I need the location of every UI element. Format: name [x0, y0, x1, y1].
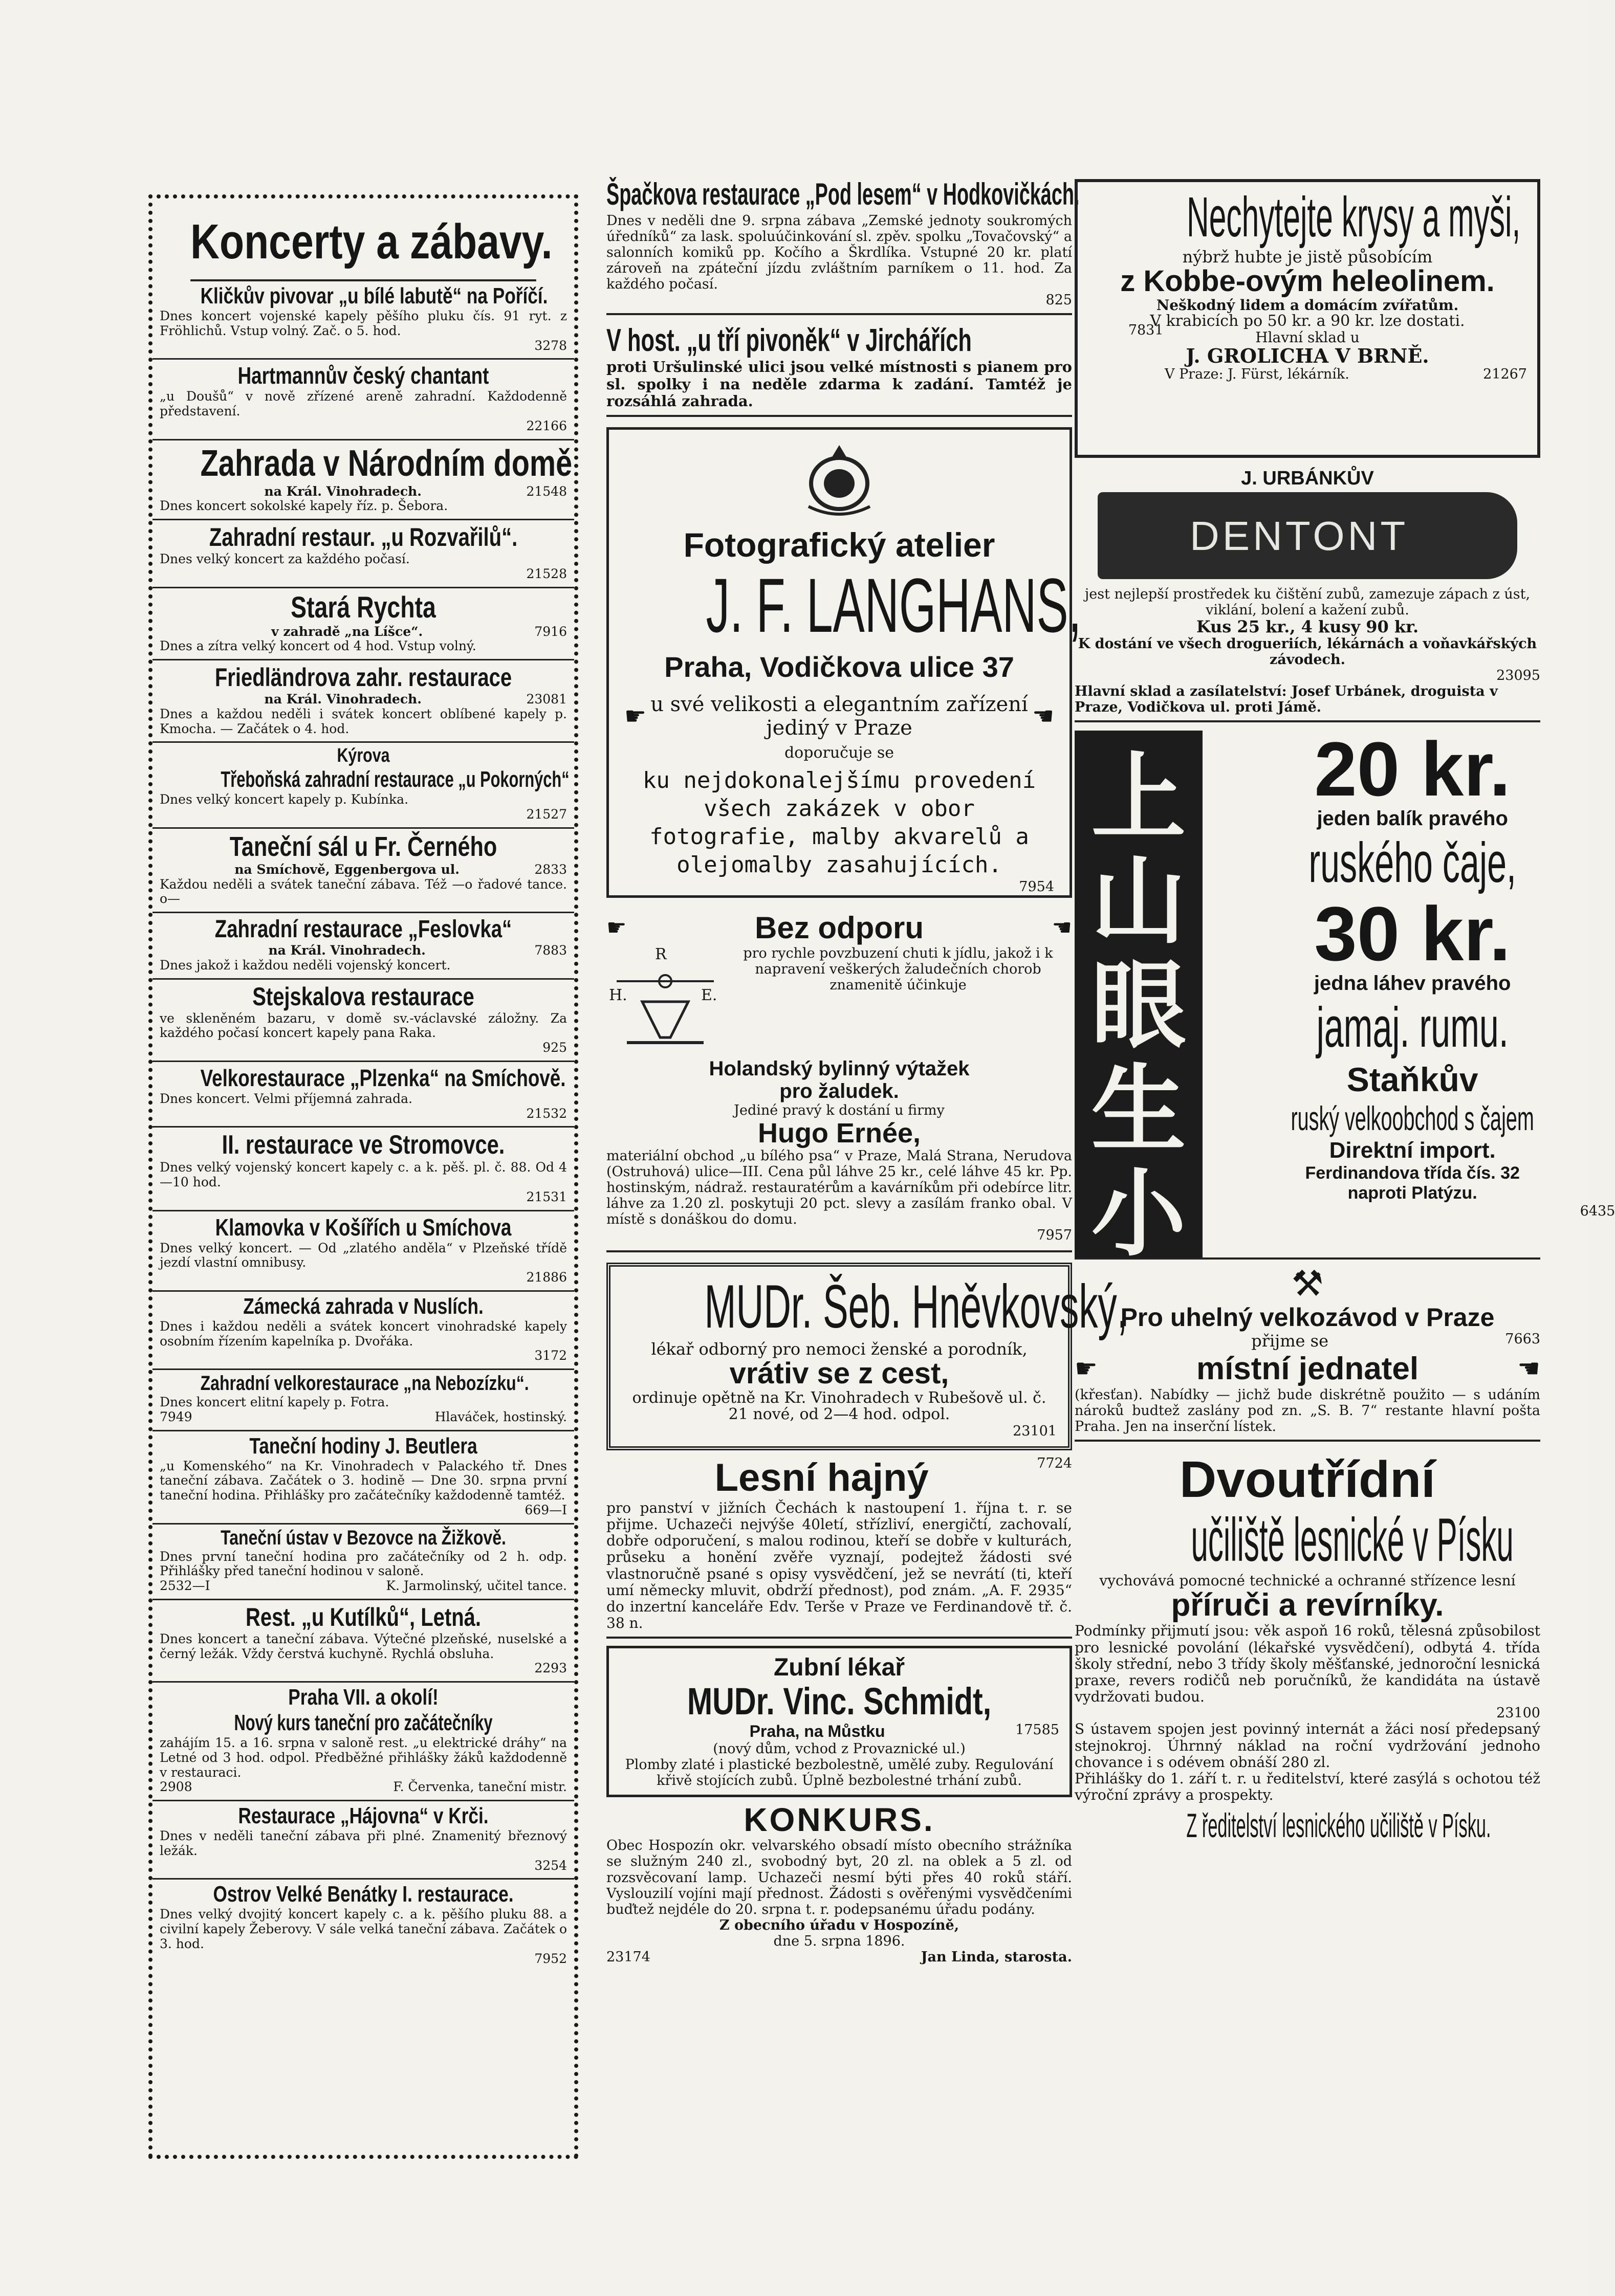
concert-entry — [152, 281, 574, 360]
kanji-5: 小 — [1091, 1158, 1186, 1269]
caj-p2: 30 kr. — [1314, 890, 1511, 977]
concert-entry — [152, 520, 574, 588]
uhelny-l1: Pro uhelný velkozávod v Praze — [1120, 1302, 1495, 1332]
entry-sub: na Smíchově, Eggenbergova ul. — [234, 862, 460, 877]
lesni-l4: příruči a revírníky. — [1171, 1587, 1444, 1623]
dentont-num: 23095 — [1496, 667, 1540, 683]
hnevkovsky-l1: lékař odborný pro nemoci ženské a porodník, — [651, 1339, 1028, 1359]
pointing-hand-icon-5: ☛ — [1075, 1354, 1098, 1383]
hnevkovsky-title: MUDr. Šeb. Hněvkovský, — [704, 1272, 1128, 1341]
krysy-l3: Neškodný lidem a domácím zvířatům. — [1156, 296, 1459, 314]
entry-num: 21548 — [526, 483, 567, 499]
entry-num: 7952 — [534, 1951, 567, 1966]
entry-num: 7949 — [160, 1409, 192, 1424]
entry-num: 7883 — [534, 943, 567, 958]
odporu-prod2: pro žaludek. — [779, 1079, 899, 1102]
kanji-3: 眼 — [1091, 950, 1186, 1061]
odporu-name: Hugo Ernée, — [757, 1117, 921, 1149]
odporu-title: Bez odporu — [755, 911, 924, 945]
entry-title: Taneční hodiny J. Beutlera — [249, 1433, 477, 1459]
caj-ad — [1075, 722, 1615, 1269]
hajny-ad — [606, 1450, 1072, 1639]
concert-entry — [152, 1801, 574, 1880]
entry-num: 2293 — [534, 1661, 567, 1676]
entry-body: Dnes a zítra velký koncert od 4 hod. Vstup volný. — [160, 638, 476, 654]
entry-body: ve skleněném bazaru, v domě sv.-václavské záložny. Za každého počasí koncert kapely pana Raka. — [160, 1010, 567, 1041]
caj-l2: ruského čaje, — [1308, 831, 1517, 894]
krysy-num: 21267 — [1483, 366, 1527, 382]
krysy-l4: V krabicích po 50 kr. a 90 kr. lze dostati. — [1150, 312, 1465, 330]
concert-entry — [152, 440, 574, 521]
pointing-hand-icon-4: ☚ — [1052, 915, 1072, 941]
entry-title: Zahradní restaurace „Feslovka“ — [214, 916, 512, 943]
entry-body: Dnes a každou neděli i svátek koncert oblíbené kapely p. Kmocha. — Začátek o 4. hod. — [160, 706, 567, 736]
entry-title: Zahradní restaur. „u Rozvařilů“. — [209, 523, 518, 551]
caj-num: 6435 — [1580, 1203, 1615, 1219]
odporu-firm: Jediné pravý k dostání u firmy — [734, 1102, 945, 1118]
entry-body: Dnes první taneční hodina pro začátečníky od 2 h. odp. Přihlášky před taneční hodinou v saloně. — [160, 1549, 567, 1579]
entry-title: Zahradní velkorestaurace „na Nebozízku“. — [200, 1372, 529, 1395]
hajny-title: Lesní hajný — [714, 1455, 929, 1499]
konkurs-sign: Jan Linda, starosta. — [921, 1949, 1072, 1965]
entry-sign: Hlaváček, hostinský. — [434, 1409, 567, 1424]
concert-entry — [152, 980, 574, 1062]
pointing-hand-icon: ☛ — [624, 702, 647, 731]
hajny-body: pro panství v jižních Čechách k nastoupení 1. října t. r. se přijme. Uchazeči nejvýše 40letí, střízliví, energičtí, zachovalí, dobře odporučení, s malou rodinou, kteří se dobře v kulturách, průseku a honění zvěře vyznají, podejtež žádosti své vlastnoručně psané s opisy vysvědčení, jež se nevrátí (ti, kteří umí německy mluvit, obdrží přednost), pod znám. „A. F. 2935“ do inzertní kanceláře Edv. Terše v Praze ve Ferdinandově tř. č. 38 n. — [606, 1499, 1072, 1632]
entry-num: 3278 — [534, 338, 567, 353]
concert-entry — [152, 1128, 574, 1211]
column-2 — [606, 176, 1164, 2172]
entry-num: 21527 — [526, 807, 567, 822]
entry-body: Dnes i každou neděli a svátek koncert vinohradské kapely osobním řízením kapelníka p. Dvořáka. — [160, 1318, 567, 1349]
dentont-l3: Hlavní sklad a zasílatelství: Josef Urbánek, droguista v Praze, Vodičkova ul. proti Jámě. — [1075, 683, 1498, 715]
entry-body: Dnes velký koncert za každého počasí. — [160, 551, 410, 566]
entry-title: Hartmannův český chantant — [237, 362, 489, 389]
entry-body: „u Doušů“ v nově zřízené areně zahradní. Každodenně představení. — [160, 389, 567, 418]
entry-title: II. restaurace ve Stromovce. — [222, 1130, 505, 1160]
entry-title: Velkorestaurace „Plzenka“ na Smíchově. — [200, 1064, 566, 1091]
konkurs-l3: dne 5. srpna 1896. — [773, 1933, 905, 1949]
dentont-body: jest nejlepší prostředek ku čištění zubů, zamezuje zápach z úst, viklání, bolení a kažení zubů. — [1084, 586, 1531, 619]
schmidt-l3: Praha, na Můstku — [749, 1722, 885, 1741]
crest-icon — [798, 440, 880, 517]
entry-sub: na Král. Vinohradech. — [264, 692, 422, 707]
concert-entry — [152, 1600, 574, 1683]
spackova-body: Dnes v neděli dne 9. srpna zábava „Zemské jednoty soukromých úředníků“ za lask. spoluúčinkování sl. zpěv. spolku „Tovačovský“ a salonních komiků pp. Kočího a Škrdlíka. Vstupné 20 kr. platí zároveň na zpáteční jízdu zvláštním parníkem o 11. hod. Za každého počasí. — [606, 213, 1072, 293]
entry-title: Zámecká zahrada v Nuslích. — [243, 1293, 484, 1319]
odporu-body2: materiální obchod „u bílého psa“ v Praze, Malá Strana, Nerudova (Ostruhová) ulice—III. Cena půl láhve 25 kr., celé láhve 45 kr. Pp. hostinským, nádraž. restauratérům a kavárníkům při odebírce litr. láhve za 1.20 zl. poskytuji 20 pct. slevy a zasílám franko obal. V místě s donáškou do domu. — [606, 1148, 1072, 1228]
schmidt-l5: Plomby zlaté i plastické bezbolestně, umělé zuby. Regulování křivě stojících zubů. Úplně bezbolestné trhání zubů. — [625, 1757, 1054, 1789]
langhans-l2: J. F. LANGHANS, — [706, 562, 1082, 648]
konkurs-num: 23174 — [606, 1949, 650, 1965]
emblem-letter-h: H. — [609, 986, 627, 1005]
entry-num: 2908 — [160, 1779, 192, 1795]
dentont-body2: K dostání ve všech drogueriích, lékárnách a voňavkářských závodech. — [1078, 635, 1537, 668]
lesni-body2: S ústavem spojen jest povinný internát a žáci nosí předepsaný stejnokroj. Úhrnný náklad na roční vydržování jednoho chovance i s odévem obnáší 280 zl. — [1075, 1720, 1540, 1771]
pivonek-ad — [606, 315, 1164, 417]
entry-num: 925 — [542, 1040, 567, 1055]
concert-entry — [152, 743, 574, 829]
entry-body: Dnes koncert vojenské kapely pěšího pluku čís. 91 ryt. z Fröhlichů. Vstup volný. Zač. o 5. hod. — [160, 308, 567, 338]
caj-l9: naproti Platýzu. — [1347, 1183, 1477, 1203]
konkurs-ad — [606, 1797, 1072, 1970]
concert-entry — [152, 829, 574, 913]
pivonek-body: proti Uršulinské ulici jsou velké místnosti s pianem pro sl. spolky i na neděle zdarma k zadání. Tamtéž je rozsáhlá zahrada. — [606, 358, 1072, 410]
entry-body: Dnes velký dvojitý koncert kapely c. a k. pěšího pluku 88. a civilní kapely Žeberovy. V sále velká taneční zábava. Začátek o 3. hod. — [160, 1907, 567, 1951]
uhelny-ad — [1075, 1260, 1540, 1442]
entry-sub: na Král. Vinohradech. — [264, 483, 422, 499]
entry-title: Stejskalova restaurace — [252, 982, 474, 1011]
krysy-title: Nechytejte krysy a myši, — [1187, 186, 1521, 249]
caj-p1: 20 kr. — [1314, 725, 1511, 812]
hammer-pick-icon: ⚒ — [1291, 1262, 1324, 1305]
lesni-l1: Dvoutřídní — [1180, 1450, 1435, 1508]
column-1-concerts — [148, 194, 578, 2159]
entry-title: Rest. „u Kutílků“, Letná. — [245, 1602, 482, 1631]
concerts-header: Koncerty a zábavy. — [190, 198, 536, 281]
entry-body: Dnes koncert a taneční zábava. Výtečné plzeňské, nuselské a černý ležák. Vždy čerstvá kuchyně. Rychlá obsluha. — [160, 1631, 567, 1661]
krysy-l1: nýbrž hubte je jistě působícím — [1182, 247, 1433, 267]
entry-title: Kýrova — [337, 745, 390, 767]
entry-title-2: Nový kurs taneční pro začátečníky — [234, 1710, 493, 1735]
konkurs-title: KONKURS. — [744, 1801, 935, 1839]
entry-num: 22166 — [526, 418, 567, 433]
entry-body: Každou neděli a svátek taneční zábava. Též —o řadové tance. o— — [160, 876, 567, 907]
entry-body: Dnes velký koncert kapely p. Kubínka. — [160, 792, 409, 807]
langhans-l1: Fotografický atelier — [683, 526, 995, 564]
entry-title: Klamovka v Košířích u Smíchova — [215, 1213, 512, 1241]
entry-title: Stará Rychta — [291, 590, 436, 624]
caj-l6: ruský velkoobchod s čajem — [1291, 1099, 1534, 1137]
herb-emblem — [606, 945, 724, 1058]
entry-sign: K. Jarmolinský, učitel tance. — [386, 1578, 567, 1593]
glass-icon — [606, 945, 724, 1058]
entry-num: 23081 — [526, 692, 567, 707]
langhans-ad — [606, 427, 1082, 898]
concert-entry — [152, 1880, 574, 1971]
lesni-body: Podmínky přijmutí jsou: věk aspoň 16 roků, tělesná způsobilost pro lesnické povolání (lékařské vysvědčení), odbytá 4. třída školy střední, nebo 3 třídy školy měšťanské, jednoroční lesnická praxe, revers rodičů neb poručníků, že kandidáta na ústavě vydržovati budou. — [1075, 1622, 1540, 1706]
entry-sign: F. Červenka, taneční mistr. — [393, 1779, 567, 1795]
concert-entry — [152, 1211, 574, 1292]
dentont-name: DENTONT — [1190, 513, 1409, 559]
lesni-l2: učiliště lesnické v Písku — [1191, 1505, 1514, 1574]
krysy-ad — [1075, 179, 1540, 458]
entry-title: Praha VII. a okolí! — [288, 1685, 439, 1710]
entry-num: 3172 — [534, 1348, 567, 1363]
tea-kanji-panel — [1075, 731, 1203, 1269]
entry-body: Dnes velký koncert. — Od „zlatého anděla“ v Plzeňské třídě jezdí vlastní omnibusy. — [160, 1240, 567, 1270]
entry-num: 3254 — [534, 1858, 567, 1873]
entry-num: 21531 — [526, 1189, 567, 1204]
hnevkovsky-l3: ordinuje opětně na Kr. Vinohradech v Rubešově ul. č. 21 nové, od 2—4 hod. odpol. — [632, 1389, 1046, 1424]
entry-body: Dnes jakož i každou neděli vojenský koncert. — [160, 957, 451, 973]
entry-body: Dnes koncert elitní kapely p. Fotra. — [160, 1395, 389, 1409]
uhelny-num: 7663 — [1505, 1331, 1540, 1347]
hajny-num: 7724 — [1037, 1455, 1072, 1471]
entry-title: Taneční ústav v Bezovce na Žižkově. — [221, 1526, 506, 1549]
entry-title: Ostrov Velké Benátky I. restaurace. — [213, 1882, 514, 1907]
pointing-hand-icon-2: ☚ — [1032, 702, 1054, 731]
langhans-l4: u své velikosti a elegantním zařízení jediný v Praze — [650, 693, 1028, 740]
lesni-num: 23100 — [1496, 1705, 1540, 1721]
entry-num: 2532—I — [160, 1578, 210, 1593]
langhans-num: 7954 — [1019, 879, 1054, 895]
lesni-l3: vychovává pomocné technické a ochranné střízence lesní — [1099, 1572, 1516, 1589]
dentont-price: Kus 25 kr., 4 kusy 90 kr. — [1196, 617, 1419, 637]
caj-l8: Ferdinandova třída čís. 32 — [1305, 1163, 1520, 1183]
entry-body: Dnes v neděli taneční zábava při plné. Znamenitý březnový ležák. — [160, 1828, 567, 1858]
concert-entry — [152, 660, 574, 743]
uhelny-body: (křesťan). Nabídky — jichž bude diskrétně použito — s udáním nároků budtež zaslány pod zn. „S. B. 7“ restante hlavní pošta Praha. Jen na inserční lístek. — [1075, 1386, 1540, 1434]
entry-title: Friedländrova zahr. restaurace — [214, 663, 512, 692]
entry-sub: v zahradě „na Líšce“. — [271, 624, 423, 639]
hnevkovsky-l2: vrátiv se z cest, — [729, 1357, 949, 1390]
emblem-letter-r: R — [655, 945, 667, 964]
pivonek-title: V host. „u tří pivoněk“ v Jirchářích — [606, 323, 972, 359]
concert-entries — [152, 281, 574, 1971]
odporu-ad — [606, 905, 1072, 1252]
concert-entry — [152, 1370, 574, 1431]
entry-title: Taneční sál u Fr. Černého — [229, 831, 497, 862]
entry-body: „u Komenského“ na Kr. Vinohradech v Palackého tř. Dnes taneční zábava. Začátek o 3. hodině — Dne 30. srpna první taneční hodina. Přihlášky pro začátečníky každodenně tamtéž. — [160, 1458, 567, 1503]
pivonek-num: 7831 — [1128, 322, 1164, 339]
entry-num: 669—I — [525, 1502, 567, 1517]
spackova-num: 825 — [1045, 292, 1072, 308]
concert-entry — [152, 1431, 574, 1525]
caj-l7: Direktní import. — [1329, 1137, 1496, 1163]
konkurs-l2: Z obecního úřadu v Hospozíně, — [719, 1917, 959, 1933]
entry-body: zahájím 15. a 16. srpna v saloně rest. „u elektrické dráhy“ na Letné od 3 hod. odpol. Předběžné přihlášky žáků každodenně v restauraci. — [160, 1735, 567, 1780]
entry-title-2: Třeboňská zahradní restaurace „u Pokorných“ — [221, 767, 570, 792]
odporu-num: 7957 — [1037, 1227, 1072, 1244]
column-3 — [1075, 179, 1615, 2174]
pointing-hand-icon-6: ☚ — [1517, 1354, 1540, 1383]
caj-l4: jamaj. rumu. — [1316, 996, 1509, 1059]
hnevkovsky-num: 23101 — [1013, 1423, 1057, 1439]
kanji-4: 生 — [1091, 1054, 1186, 1165]
pointing-hand-icon-3: ☛ — [606, 915, 627, 941]
caj-l1: jeden balík pravého — [1317, 807, 1508, 830]
concert-entry — [152, 1683, 574, 1801]
entry-title: Restaurace „Hájovna“ v Krči. — [238, 1803, 489, 1828]
schmidt-l4: (nový dům, vchod z Provaznické ul.) — [713, 1741, 966, 1757]
schmidt-l2: MUDr. Vinc. Schmidt, — [687, 1680, 992, 1723]
entry-body: Dnes koncert sokolské kapely říz. p. Šebora. — [160, 498, 448, 514]
langhans-l6: ku nejdokonalejšímu provedení všech zakázek v obor fotografie, malby akvarelů a olejomalby zasahujících. — [642, 767, 1036, 878]
krysy-l5: Hlavní sklad u — [1255, 328, 1360, 346]
krysy-l6: J. GROLICHA V BRNĚ. — [1186, 344, 1429, 367]
entry-num: 7916 — [534, 624, 567, 639]
toothpaste-tube-icon — [1098, 492, 1517, 579]
krysy-l7: V Praze: J. Fürst, lékárník. — [1165, 366, 1349, 382]
lesni-sign: Z ředitelství lesnického učiliště v Písku. — [1186, 1806, 1491, 1845]
concert-entry — [152, 913, 574, 980]
concert-entry — [152, 1062, 574, 1128]
concert-entry — [152, 588, 574, 661]
entry-body: Dnes velký vojenský koncert kapely c. a k. pěš. pl. č. 88. Od 4—10 hod. — [160, 1160, 567, 1189]
hnevkovsky-ad — [606, 1263, 1128, 1450]
entry-body: Dnes koncert. Velmi příjemná zahrada. — [160, 1091, 412, 1106]
schmidt-num: 17585 — [1015, 1722, 1059, 1738]
concert-entry — [152, 1292, 574, 1370]
langhans-l3: Praha, Vodičkova ulice 37 — [664, 650, 1014, 683]
uhelny-l2: přijme se — [1251, 1331, 1329, 1351]
schmidt-l1: Zubní lékař — [773, 1654, 905, 1682]
entry-num: 21532 — [526, 1106, 567, 1121]
caj-l5: Staňkův — [1346, 1060, 1478, 1098]
concert-entry — [152, 1525, 574, 1600]
langhans-l5: doporučuje se — [784, 744, 894, 762]
dentont-maker: J. URBÁNKŮV — [1241, 468, 1374, 489]
entry-title: Kličkův pivovar „u bílé labutě“ na Poříčí. — [200, 283, 548, 308]
lesni-ad — [1075, 1442, 1540, 1855]
konkurs-body: Obec Hospozín okr. velvarského obsadí místo obecního strážníka se služným 240 zl., svobodný byt, 20 zl. na oblek a 5 zl. od rozsvěcovaní lamp. Uchazeči nesmí býti přes 40 roků stáří. Vyslouzilí vojíni mají přednost. Žádosti s ověřenými vysvědčeními buďtež nejdéle do 20. srpna t. r. podepsanému úřadu podány. — [606, 1838, 1072, 1917]
odporu-prod: Holandský bylinný výtažek — [709, 1057, 970, 1080]
entry-num: 2833 — [534, 862, 567, 877]
spackova-title: Špačkova restaurace „Pod lesem“ v Hodkovičkách. — [606, 177, 1080, 211]
entry-num: 21528 — [526, 566, 567, 581]
odporu-body: pro rychle povzbuzení chuti k jídlu, jakož i k napravení veškerých žaludečních chorob znamenitě účinkuje — [743, 945, 1053, 994]
krysy-l2: z Kobbe-ovým heleolinem. — [1120, 264, 1495, 298]
emblem-letter-e: E. — [701, 986, 717, 1005]
entry-title: Zahrada v Národním domě — [200, 443, 573, 484]
spackova-ad — [606, 176, 1080, 315]
schmidt-ad — [606, 1646, 1072, 1797]
caj-l3: jedna láhev pravého — [1314, 972, 1511, 995]
uhelny-l3: místní jednatel — [1196, 1351, 1419, 1386]
kanji-2: 山 — [1091, 846, 1186, 957]
kanji-1: 上 — [1091, 742, 1186, 853]
concert-entry — [152, 360, 574, 440]
entry-num: 21886 — [526, 1270, 567, 1285]
entry-sub: na Král. Vinohradech. — [268, 943, 426, 958]
lesni-body3: Přihlášky do 1. září t. r. u ředitelství, které zasýlá s ochotou též výroční zprávy a prospekty. — [1075, 1770, 1540, 1804]
dentont-ad — [1075, 458, 1540, 722]
